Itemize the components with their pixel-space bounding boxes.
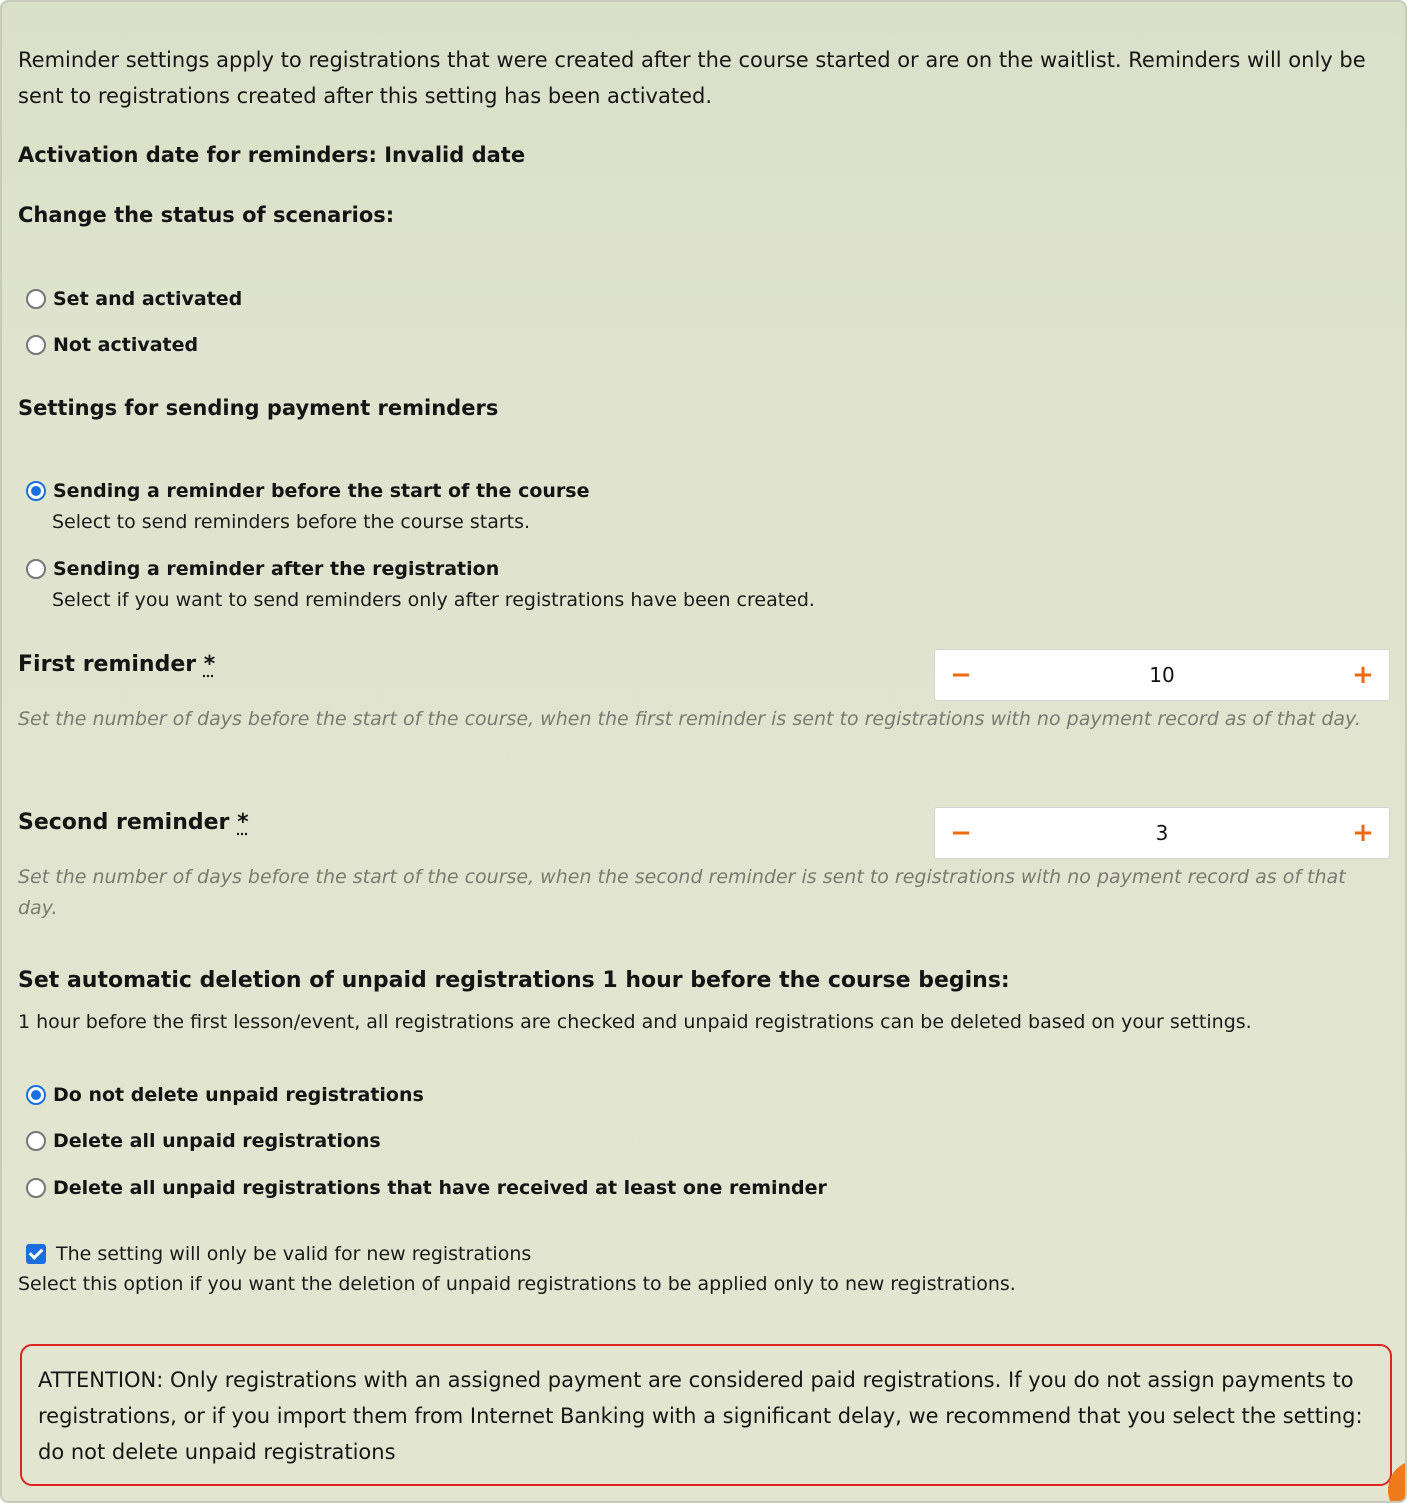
radio-do-not-delete[interactable]: [26, 1082, 424, 1108]
radio-label: Delete all unpaid registrations: [53, 1130, 381, 1152]
radio-delete-all-unpaid[interactable]: [26, 1128, 381, 1154]
radio-button[interactable]: [26, 289, 46, 309]
attention-text: ATTENTION: Only registrations with an assigned payment are considered paid registrations. If you do not assign payments to registrations, or if you import them from Internet Banking with a significant delay, we recommend that you select the setting: do not delete unpaid registrations: [38, 1368, 1363, 1464]
first-reminder-label-text: First reminder: [18, 652, 197, 677]
radio-button[interactable]: [26, 1131, 46, 1151]
radio-reminder-after-registration[interactable]: [26, 556, 499, 582]
second-reminder-label-text: Second reminder: [18, 810, 230, 835]
decrement-button[interactable]: −: [950, 818, 972, 848]
second-reminder-stepper: [934, 807, 1390, 859]
radio-set-and-activated[interactable]: [26, 286, 242, 312]
first-reminder-label: [18, 652, 215, 677]
payment-reminders-heading: Settings for sending payment reminders: [18, 396, 499, 420]
checkbox-description: Select this option if you want the deletion of unpaid registrations to be applied only to new registrations.: [18, 1273, 1016, 1295]
decrement-button[interactable]: −: [950, 660, 972, 690]
radio-label: Delete all unpaid registrations that have received at least one reminder: [53, 1177, 827, 1199]
deletion-description: 1 hour before the first lesson/event, all registrations are checked and unpaid registrations can be deleted based on your settings.: [18, 1011, 1252, 1033]
radio-button[interactable]: [26, 335, 46, 355]
option-description: Select if you want to send reminders only after registrations have been created.: [52, 589, 815, 611]
radio-label: Sending a reminder before the start of the course: [53, 480, 590, 502]
first-reminder-input[interactable]: [987, 662, 1337, 688]
increment-button[interactable]: +: [1352, 660, 1374, 690]
radio-reminder-before-start[interactable]: [26, 478, 589, 504]
checkbox-new-registrations-only[interactable]: [26, 1241, 531, 1267]
second-reminder-label: [18, 810, 249, 835]
radio-label: Sending a reminder after the registration: [53, 558, 500, 580]
radio-button[interactable]: [26, 559, 46, 579]
radio-not-activated[interactable]: [26, 332, 198, 358]
required-mark: *: [203, 652, 216, 677]
scenarios-heading: Change the status of scenarios:: [18, 203, 395, 227]
first-reminder-stepper: [934, 649, 1390, 701]
second-reminder-help: Set the number of days before the start of the course, when the second reminder is sent to registrations with no payment record as of that day.: [18, 866, 1346, 919]
radio-label: Do not delete unpaid registrations: [53, 1084, 424, 1106]
required-mark: *: [237, 810, 249, 835]
second-reminder-input[interactable]: [987, 820, 1337, 846]
radio-label: Set and activated: [53, 288, 243, 310]
checkbox-label: The setting will only be valid for new registrations: [56, 1243, 532, 1265]
option-description: Select to send reminders before the course starts.: [52, 511, 531, 533]
attention-box: [20, 1344, 1392, 1486]
increment-button[interactable]: +: [1352, 818, 1374, 848]
radio-label: Not activated: [53, 334, 199, 356]
radio-button[interactable]: [26, 481, 46, 501]
radio-delete-reminded-unpaid[interactable]: [26, 1175, 827, 1201]
intro-text: Reminder settings apply to registrations that were created after the course started or are on the waitlist. Reminders will only be sent to registrations created after this setting has been activated.: [18, 48, 1366, 108]
checkbox[interactable]: [26, 1244, 46, 1264]
radio-button[interactable]: [26, 1178, 46, 1198]
radio-button[interactable]: [26, 1085, 46, 1105]
deletion-heading: Set automatic deletion of unpaid registrations 1 hour before the course begins:: [18, 968, 1010, 993]
first-reminder-help: Set the number of days before the start of the course, when the first reminder is sent to registrations with no payment record as of that day.: [18, 708, 1361, 730]
activation-date: Activation date for reminders: Invalid date: [18, 143, 526, 167]
